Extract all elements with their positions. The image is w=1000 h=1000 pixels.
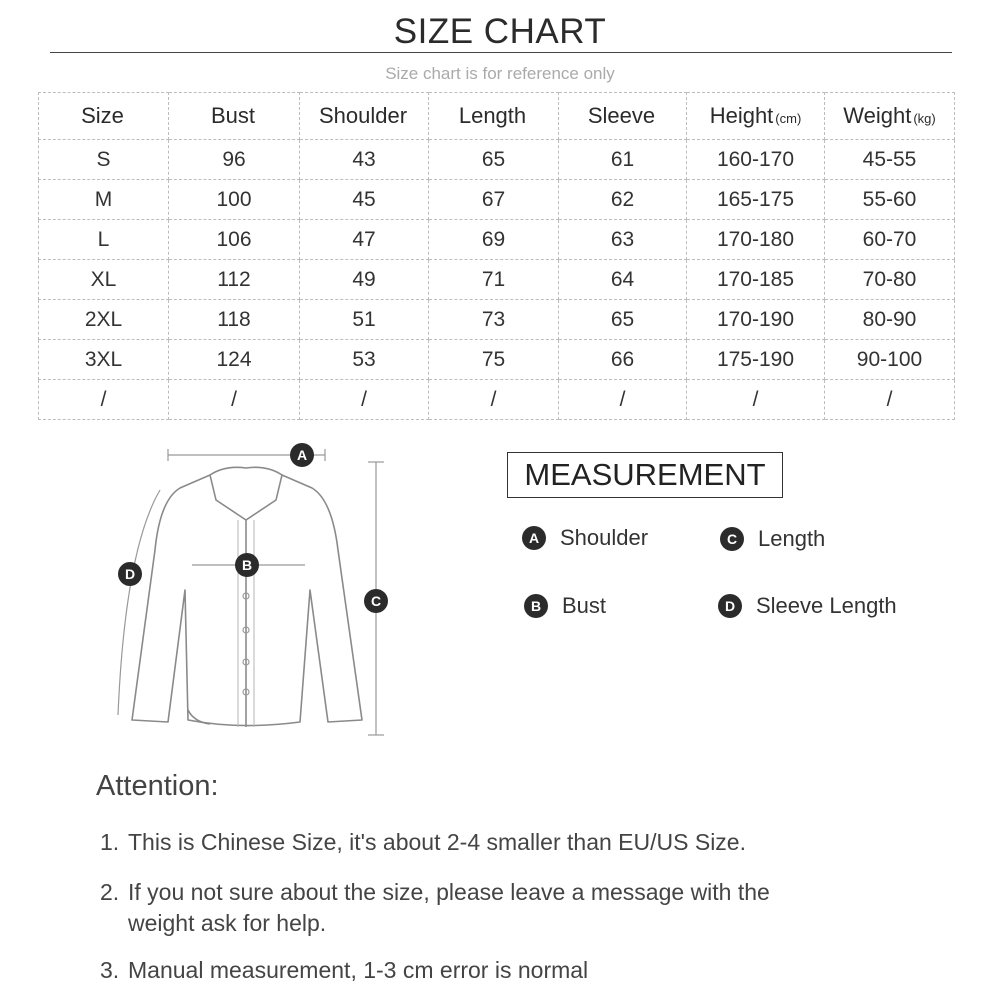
table-cell: 170-180 — [687, 220, 825, 260]
column-header: Height (cm) — [687, 93, 825, 140]
table-cell: 170-185 — [687, 260, 825, 300]
table-cell: 170-190 — [687, 300, 825, 340]
table-cell: 66 — [559, 340, 687, 380]
table-cell: 51 — [300, 300, 429, 340]
table-cell: / — [429, 380, 559, 420]
legend-sleeve-length — [718, 593, 897, 619]
table-cell: 64 — [559, 260, 687, 300]
table-cell: 63 — [559, 220, 687, 260]
measurement-title: MEASUREMENT — [507, 452, 783, 498]
column-header: Bust — [169, 93, 300, 140]
legend-length — [720, 526, 825, 552]
legend-label: Shoulder — [560, 525, 649, 550]
table-cell: / — [559, 380, 687, 420]
legend-label: Sleeve Length — [756, 593, 897, 618]
column-header: Shoulder — [300, 93, 429, 140]
table-cell: 49 — [300, 260, 429, 300]
table-cell: 165-175 — [687, 180, 825, 220]
table-cell: 55-60 — [825, 180, 955, 220]
attention-heading: Attention: — [96, 770, 219, 802]
table-cell: 69 — [429, 220, 559, 260]
legend-label: Bust — [562, 593, 607, 618]
svg-text:C: C — [370, 593, 382, 609]
table-cell: 65 — [559, 300, 687, 340]
table-cell: / — [169, 380, 300, 420]
table-cell: 45-55 — [825, 140, 955, 180]
sleeve-line — [118, 490, 160, 715]
table-cell: / — [39, 380, 169, 420]
table-cell: XL — [39, 260, 169, 300]
attention-note-2: 2. If you not sure about the size, please leave a message with the weight ask for help. — [100, 879, 770, 936]
table-cell: L — [39, 220, 169, 260]
table-cell: 80-90 — [825, 300, 955, 340]
table-cell: 3XL — [39, 340, 169, 380]
table-cell: 112 — [169, 260, 300, 300]
table-cell: 61 — [559, 140, 687, 180]
column-header: Size — [39, 93, 169, 140]
table-row — [39, 380, 955, 420]
table-cell: 2XL — [39, 300, 169, 340]
legend-label: Length — [758, 526, 826, 551]
legend-bust — [524, 593, 606, 619]
table-cell: 43 — [300, 140, 429, 180]
table-row — [39, 340, 955, 380]
table-cell: 70-80 — [825, 260, 955, 300]
svg-text:B: B — [241, 557, 253, 573]
attention-note-3: 3. Manual measurement, 1-3 cm error is normal — [100, 957, 589, 983]
column-header: Weight (kg) — [825, 93, 955, 140]
size-table — [38, 92, 955, 420]
table-row — [39, 300, 955, 340]
svg-text:A: A — [296, 447, 308, 463]
table-row — [39, 180, 955, 220]
marker-b — [235, 553, 259, 577]
column-header: Length — [429, 93, 559, 140]
badge-a: A — [522, 526, 546, 550]
table-cell: 100 — [169, 180, 300, 220]
table-cell: 96 — [169, 140, 300, 180]
column-header: Sleeve — [559, 93, 687, 140]
legend-shoulder — [522, 525, 648, 551]
table-cell: / — [300, 380, 429, 420]
table-cell: 62 — [559, 180, 687, 220]
table-cell: 60-70 — [825, 220, 955, 260]
table-cell: 45 — [300, 180, 429, 220]
table-cell: 73 — [429, 300, 559, 340]
table-cell: / — [687, 380, 825, 420]
attention-note-1: 1. This is Chinese Size, it's about 2-4 smaller than EU/US Size. — [100, 829, 746, 855]
table-cell: 90-100 — [825, 340, 955, 380]
table-header-row — [39, 93, 955, 140]
shirt-outline — [132, 475, 362, 726]
table-cell: 47 — [300, 220, 429, 260]
badge-b: B — [524, 594, 548, 618]
table-cell: 106 — [169, 220, 300, 260]
badge-c: C — [720, 527, 744, 551]
title-divider — [50, 52, 952, 53]
table-cell: 160-170 — [687, 140, 825, 180]
marker-a — [290, 443, 314, 467]
table-cell: 175-190 — [687, 340, 825, 380]
shirt-collar — [210, 467, 282, 520]
table-row — [39, 220, 955, 260]
table-cell: 65 — [429, 140, 559, 180]
svg-text:D: D — [124, 566, 136, 582]
table-cell: S — [39, 140, 169, 180]
table-cell: 75 — [429, 340, 559, 380]
table-cell: 71 — [429, 260, 559, 300]
table-row — [39, 260, 955, 300]
table-cell: 124 — [169, 340, 300, 380]
table-row — [39, 140, 955, 180]
marker-c — [364, 589, 388, 613]
page-title: SIZE CHART — [393, 12, 607, 51]
table-cell: / — [825, 380, 955, 420]
table-cell: M — [39, 180, 169, 220]
shirt-diagram — [100, 430, 400, 750]
table-cell: 118 — [169, 300, 300, 340]
table-cell: 53 — [300, 340, 429, 380]
badge-d: D — [718, 594, 742, 618]
page-subtitle: Size chart is for reference only — [385, 64, 615, 83]
marker-d — [118, 562, 142, 586]
table-cell: 67 — [429, 180, 559, 220]
